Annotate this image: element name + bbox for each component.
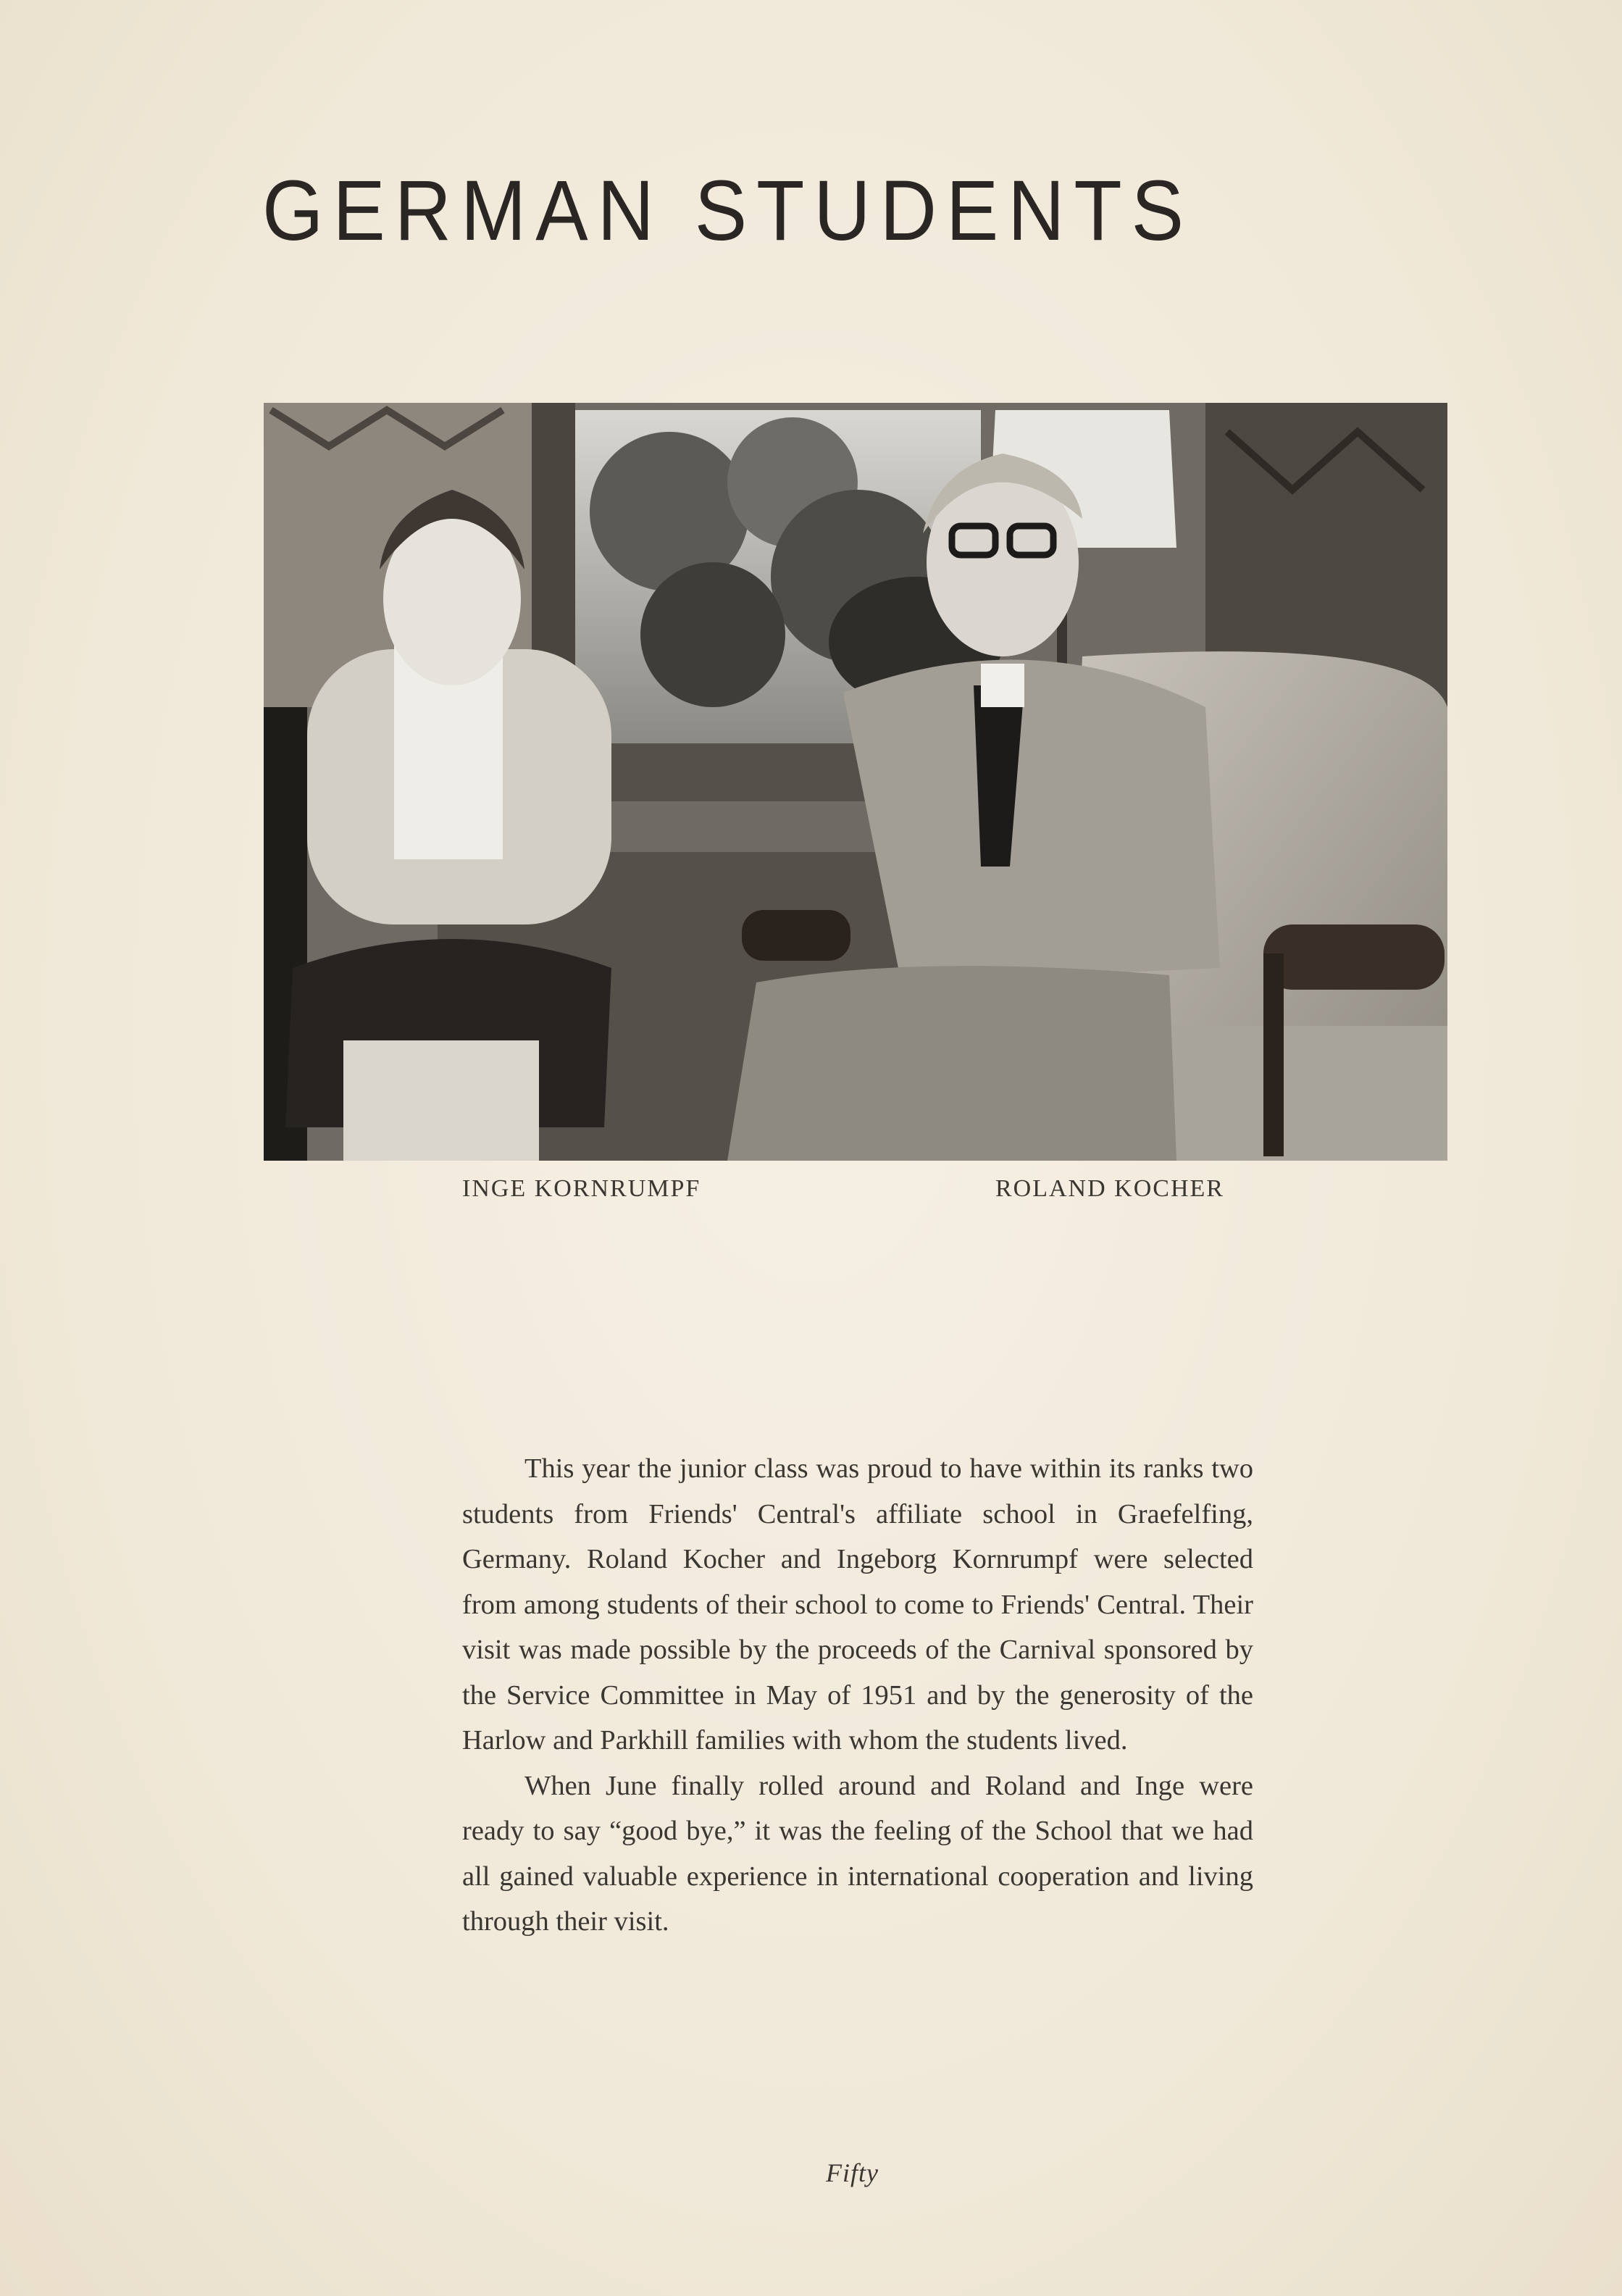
article-body — [462, 1446, 1253, 1945]
caption-right: ROLAND KOCHER — [995, 1175, 1224, 1202]
students-photo — [264, 403, 1447, 1161]
paragraph-2: When June finally rolled around and Roland and Inge were ready to say “good bye,” it was the feeling of the School that we had all gained valuable experience in international cooperation and living through their visit. — [462, 1770, 1253, 1937]
page-number: Fifty — [826, 2158, 879, 2187]
page-title: GERMAN STUDENTS — [262, 163, 1193, 259]
paragraph-1: This year the junior class was proud to have within its ranks two students from Friends' Central's affiliate school in Graefelfing, Germany. Roland Kocher and Ingeborg Kornrumpf were selected from among students of their school to come to Friends' Central. Their visit was made possible by the proceeds of the Carnival sponsored by the Service Committee in May of 1951 and by the generosity of the Harlow and Parkhill families with whom the students lived. — [462, 1453, 1253, 1756]
caption-left: INGE KORNRUMPF — [462, 1175, 701, 1202]
